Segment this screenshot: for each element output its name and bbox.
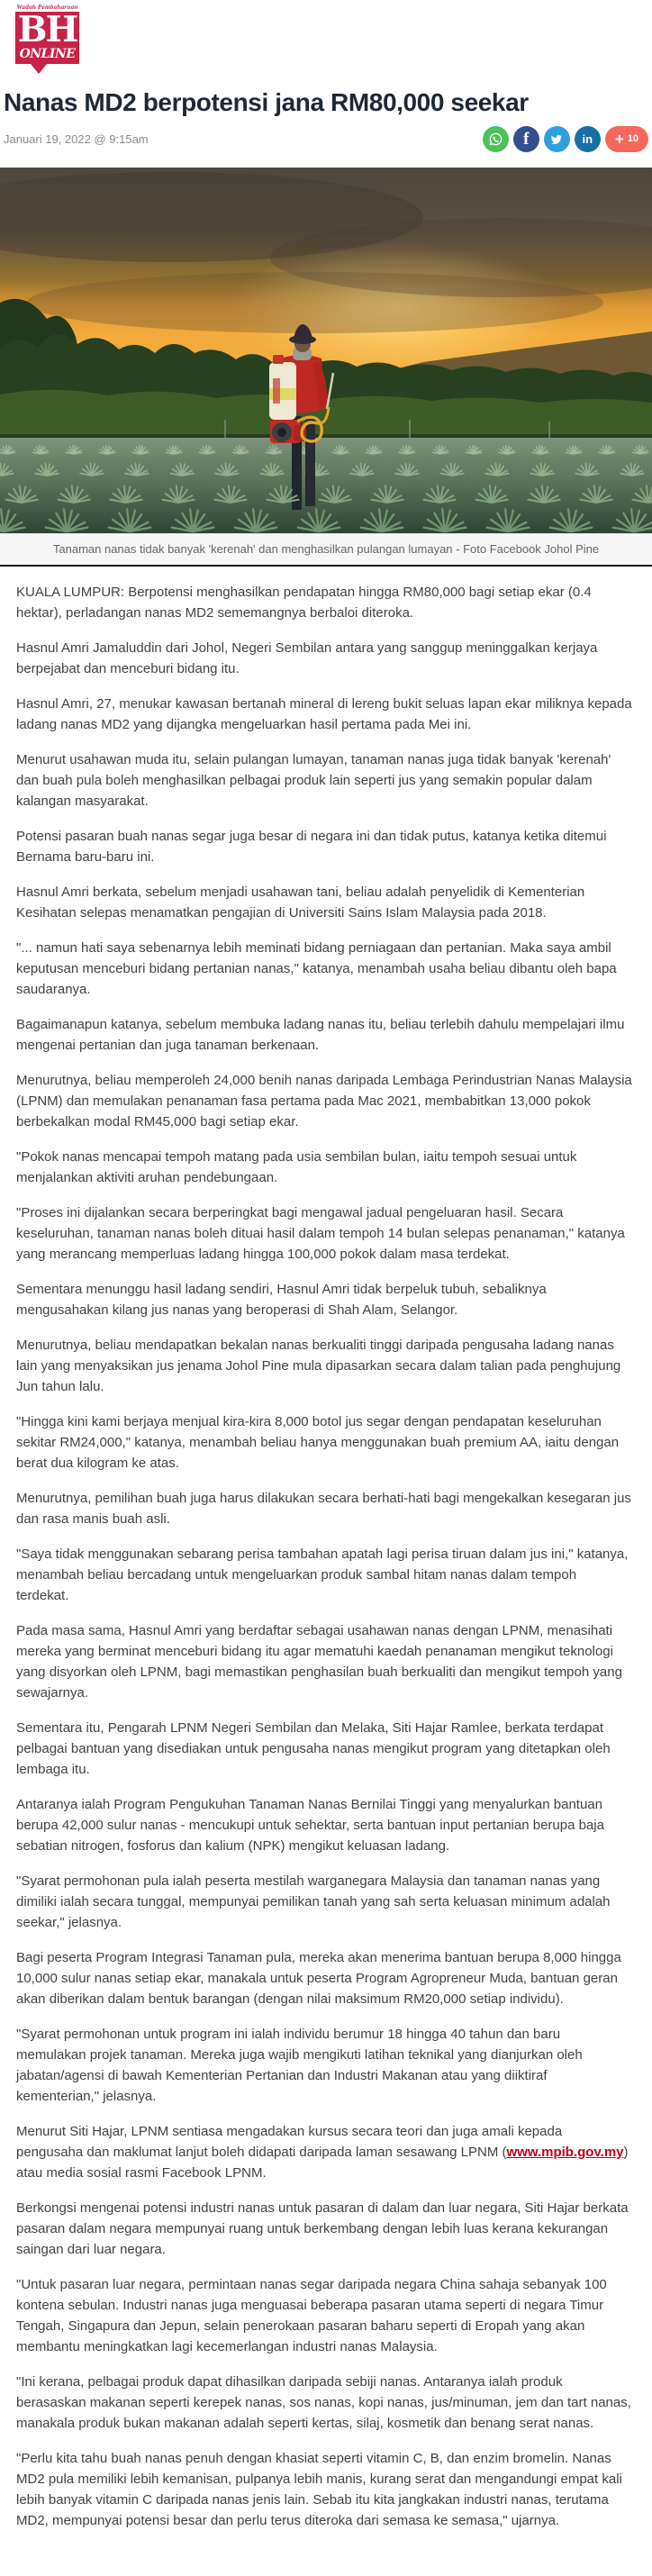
paragraph: "... namun hati saya sebenarnya lebih meminati bidang perniagaan dan pertanian. Maka saya ambil keputusan menceburi bidang pertanian nanas," katanya, menambah usaha beliau dibantu oleh bapa saudaranya. (16, 940, 617, 998)
paragraph: Sementara menunggu hasil ladang sendiri, Hasnul Amri tidak berpeluk tubuh, sebaliknya mengusahakan kilang jus nanas yang beroperasi di Shah Alam, Selangor. (16, 1282, 547, 1319)
share-facebook-button[interactable] (513, 126, 539, 152)
hero-figure (0, 168, 652, 567)
paragraph: "Syarat permohonan untuk program ini ialah individu berumur 18 hingga 40 tahun dan baru memulakan projek tanaman. Mereka juga wajib mengikuti latihan teknikal yang dianjurkan oleh jabatan/agensi di bawah Kementerian Pertanian dan Industri Makanan atau yang diiktiraf kementerian," jelasnya. (16, 2027, 583, 2105)
lpnm-website-link[interactable]: www.mpib.gov.my (506, 2145, 624, 2161)
logo-speech-tail (31, 64, 47, 74)
hero-caption: Tanaman nanas tidak banyak 'kerenah' dan menghasilkan pulangan lumayan - Foto Facebook Johol Pine (0, 533, 652, 567)
paragraph: Bagi peserta Program Integrasi Tanaman pula, mereka akan menerima bantuan berupa 8,000 hingga 10,000 sulur nanas setiap ekar, manakala untuk peserta Program Agropreneur Muda, bantuan geran akan diberikan dalam bentuk barangan (dengan nilai maksimum RM20,000 setiap individu). (16, 1950, 621, 2008)
share-whatsapp-button[interactable] (483, 126, 509, 152)
paragraph: Hasnul Amri, 27, menukar kawasan bertanah mineral di lereng bukit seluas lapan ekar miliknya kepada ladang nanas MD2 yang dijangka mengeluarkan hasil pertama pada Mei ini. (16, 696, 632, 733)
paragraph-text: ) atau media sosial rasmi Facebook LPNM. (16, 2145, 629, 2181)
paragraph: Hasnul Amri Jamaluddin dari Johol, Negeri Sembilan antara yang sanggup meninggalkan kerjaya berpejabat dan menceburi bidang itu. (16, 640, 598, 677)
page-title: Nanas MD2 berpotensi jana RM80,000 seekar (4, 87, 529, 116)
paragraph: Menurut usahawan muda itu, selain pulangan lumayan, tanaman nanas juga tidak banyak 'kerenah' dan buah pula boleh menghasilkan pelbagai produk lain seperti jus yang semakin popular dalam kalangan masyarakat. (16, 752, 611, 810)
paragraph: Bagaimanapun katanya, sebelum membuka ladang nanas itu, beliau terlebih dahulu mempelajari ilmu mengenai pertanian dan juga tanaman berkenaan. (16, 1017, 625, 1054)
paragraph: Antaranya ialah Program Pengukuhan Tanaman Nanas Bernilai Tinggi yang menyalurkan bantuan berupa 42,000 sulur nanas - mencukupi untuk sehektar, serta bantuan input pertanian berupa baja sebatian nitrogen, fosforus dan kalium (NPK) mengikut keluasan ladang. (16, 1797, 604, 1855)
paragraph: "Saya tidak menggunakan sebarang perisa tambahan apatah lagi perisa tiruan dalam jus ini," katanya, menambah beliau bercadang untuk mengeluarkan produk sambal hitam nanas dalam tempoh terdekat. (16, 1547, 629, 1604)
paragraph-with-link (16, 2121, 632, 2183)
paragraph: KUALA LUMPUR: Berpotensi menghasilkan pendapatan hingga RM80,000 bagi setiap ekar (0.4 hektar), perladangan nanas MD2 sememangnya berbaloi diteroka. (16, 585, 592, 621)
meta-row (4, 126, 648, 152)
paragraph: Berkongsi mengenai potensi industri nanas untuk pasaran di dalam dan luar negara, Siti Hajar berkata pasaran dalam negara mempunyai ruang untuk berkembang dengan lebih luas kerana kekurangan saingan dari luar negara. (16, 2200, 629, 2258)
share-more-count: 10 (627, 133, 638, 145)
logo-online-text: ONLINE (19, 46, 76, 61)
bh-online-logo[interactable] (15, 4, 79, 74)
paragraph: "Hingga kini kami berjaya menjual kira-kira 8,000 botol jus segar dengan pendapatan keseluruhan sekitar RM24,000," katanya, menambah beliau hanya menggunakan buah premium AA, iaitu dengan berat dua kilogram ke atas. (16, 1414, 620, 1472)
share-linkedin-button[interactable] (575, 126, 601, 152)
paragraph: Menurutnya, pemilihan buah juga harus dilakukan secara berhati-hati bagi mengekalkan kesegaran jus dan rasa manis buah asli. (16, 1491, 631, 1528)
paragraph-text: Menurut Siti Hajar, LPNM sentiasa mengadakan kursus secara teori dan juga amali kepada pengusaha dan maklumat lanjut boleh didapati daripada laman sesawang LPNM ( (16, 2124, 563, 2161)
paragraph: "Ini kerana, pelbagai produk dapat dihasilkan daripada sebiji nanas. Antaranya ialah produk berasaskan makanan seperti kerepek nanas, sos nanas, kopi nanas, jus/minuman, jem dan tart nanas, manakala produk bukan makanan adalah seperti kertas, silaj, kosmetik dan benang serat nanas. (16, 2374, 631, 2432)
paragraph: Menurutnya, beliau memperoleh 24,000 benih nanas daripada Lembaga Perindustrian Nanas Malaysia (LPNM) dan memulakan penanaman fasa pertama pada Mac 2021, membabitkan 13,000 pokok berbekalkan modal RM45,000 bagi setiap ekar. (16, 1073, 632, 1130)
paragraph: Hasnul Amri berkata, sebelum menjadi usahawan tani, beliau adalah penyelidik di Kementerian Kesihatan selepas menamatkan pengajian di Universiti Sains Islam Malaysia pada 2018. (16, 884, 585, 921)
share-twitter-button[interactable] (544, 126, 570, 152)
whatsapp-icon (488, 132, 503, 147)
article-body (0, 567, 652, 2576)
logo-box (15, 9, 79, 64)
share-more-button[interactable] (605, 126, 648, 152)
paragraph: Potensi pasaran buah nanas segar juga besar di negara ini dan tidak putus, katanya ketika ditemui Bernama baru-baru ini. (16, 829, 607, 866)
linkedin-icon: in (582, 132, 593, 147)
paragraph: "Perlu kita tahu buah nanas penuh dengan khasiat seperti vitamin C, B, dan enzim bromelin. Nanas MD2 pula memiliki lebih kemanisan, pulpanya lebih manis, kurang serat dan mengandungi empat kali lebih banyak vitamin C daripada nanas jenis lain. Sebab itu kita jangkakan industri nanas, terutama MD2, mempunyai potensi besar dan perlu terus diteroka dari semasa ke semasa," ujarnya. (16, 2451, 622, 2529)
publish-date: Januari 19, 2022 @ 9:15am (4, 132, 149, 147)
paragraph: "Untuk pasaran luar negara, permintaan nanas segar daripada negara China sahaja sebanyak 100 kontena sebulan. Industri nanas juga menguasai beberapa pasaran utama seperti di negara Timur Tengah, Singapura dan Jepun, selain penerokaan pasaran baharu seperti di Eropah yang akan membantu meningkatkan lagi kecemerlangan industri nanas Malaysia. (16, 2277, 607, 2355)
plus-icon: + (614, 131, 624, 149)
facebook-icon: f (523, 130, 530, 150)
twitter-icon (549, 132, 564, 147)
hero-image (0, 168, 652, 533)
brand-tagline: Wadah Pembaharuan (16, 4, 78, 11)
article-header (0, 0, 652, 152)
paragraph: "Syarat permohonan pula ialah peserta mestilah warganegara Malaysia dan tanaman nanas yang dimiliki ialah secara tunggal, mempunyai pemilikan tanah yang sah serta keluasan minimum adalah seekar," jelasnya. (16, 1873, 611, 1931)
paragraph: "Proses ini dijalankan secara berperingkat bagi mengawal jadual pengeluaran hasil. Secara keseluruhan, tanaman nanas boleh dituai hasil dalam tempoh 14 bulan selepas penanaman," katanya yang merancang memperluas ladang hingga 100,000 pokok dalam masa terdekat. (16, 1205, 625, 1263)
share-bar (483, 126, 648, 152)
paragraph: Menurutnya, beliau mendapatkan bekalan nanas berkualiti tinggi daripada pengusaha ladang nanas lain yang menyaksikan jus jenama Johol Pine mula dipasarkan secara dalam talian pada penghujung Jun tahun lalu. (16, 1338, 621, 1395)
paragraph: Pada masa sama, Hasnul Amri yang berdaftar sebagai usahawan nanas dengan LPNM, menasihati mereka yang berminat menceburi bidang itu agar mematuhi kaedah penanaman mengikut teknologi yang disyorkan oleh LPNM, bagi memastikan penghasilan buah berkualiti dan mengikut tempoh yang sewajarnya. (16, 1623, 622, 1701)
paragraph: "Pokok nanas mencapai tempoh matang pada usia sembilan bulan, iaitu tempoh sesuai untuk menjalankan aktiviti aruhan pendebungaan. (16, 1149, 577, 1186)
logo-bh-text: BH (17, 9, 77, 50)
paragraph: Sementara itu, Pengarah LPNM Negeri Sembilan dan Melaka, Siti Hajar Ramlee, berkata terdapat pelbagai bantuan yang disediakan untuk pengusaha nanas mengikut program yang ditetapkan oleh lembaga itu. (16, 1720, 611, 1778)
